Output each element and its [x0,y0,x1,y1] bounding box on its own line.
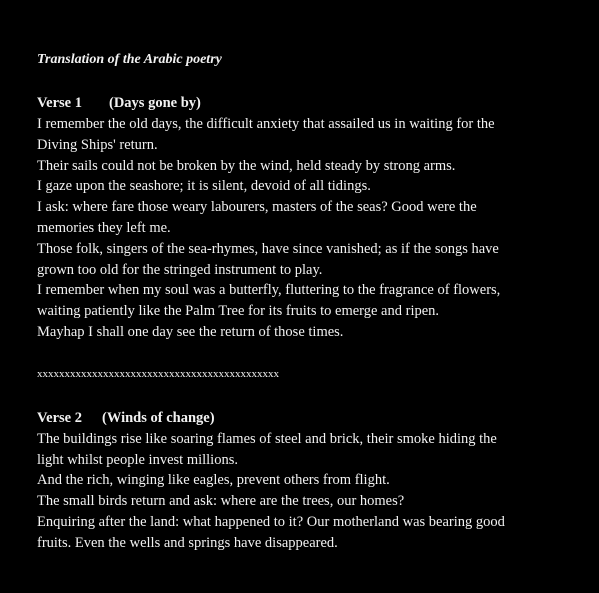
verse-heading [37,93,587,114]
verse-1 [37,93,587,343]
verse-line: The buildings rise like soaring flames of steel and brick, their smoke hiding the [37,430,497,447]
verse-line: grown too old for the stringed instrument to play. [37,261,323,278]
verse-line: And the rich, winging like eagles, prevent others from flight. [37,472,390,489]
verse-subtitle: (Winds of change) [102,409,215,426]
verse-line: I ask: where fare those weary labourers, masters of the seas? Good were the [37,199,477,216]
verse-line: memories they left me. [37,219,171,236]
section-separator: xxxxxxxxxxxxxxxxxxxxxxxxxxxxxxxxxxxxxxxxxxxx [37,367,279,380]
poetry-translation-page [37,50,587,554]
verse-line: I remember the old days, the difficult anxiety that assailed us in waiting for the [37,116,495,132]
verse-heading [37,408,587,429]
page-title: Translation of the Arabic poetry [37,52,222,67]
verse-line: I remember when my soul was a butterfly, fluttering to the fragrance of flowers, [37,282,501,299]
verse-number: Verse 1 [37,95,82,111]
verse-line: Those folk, singers of the sea-rhymes, have since vanished; as if the songs have [37,240,499,257]
verse-subtitle: (Days gone by) [109,95,201,111]
verse-lines [37,114,587,343]
verse-line: Enquiring after the land: what happened to it? Our motherland was bearing good [37,513,505,530]
verse-line: I gaze upon the seashore; it is silent, devoid of all tidings. [37,178,371,195]
verse-line: Diving Ships' return. [37,136,158,153]
verse-line: waiting patiently like the Palm Tree for its fruits to emerge and ripen. [37,303,440,320]
verse-line: The small birds return and ask: where are the trees, our homes? [37,493,405,510]
verse-line: fruits. Even the wells and springs have disappeared. [37,534,338,551]
verse-2 [37,408,587,554]
verse-lines [37,429,587,554]
verse-line: light whilst people invest millions. [37,451,238,468]
verse-line: Mayhap I shall one day see the return of those times. [37,323,344,340]
verse-number: Verse 2 [37,409,82,426]
verse-line: Their sails could not be broken by the wind, held steady by strong arms. [37,157,456,174]
